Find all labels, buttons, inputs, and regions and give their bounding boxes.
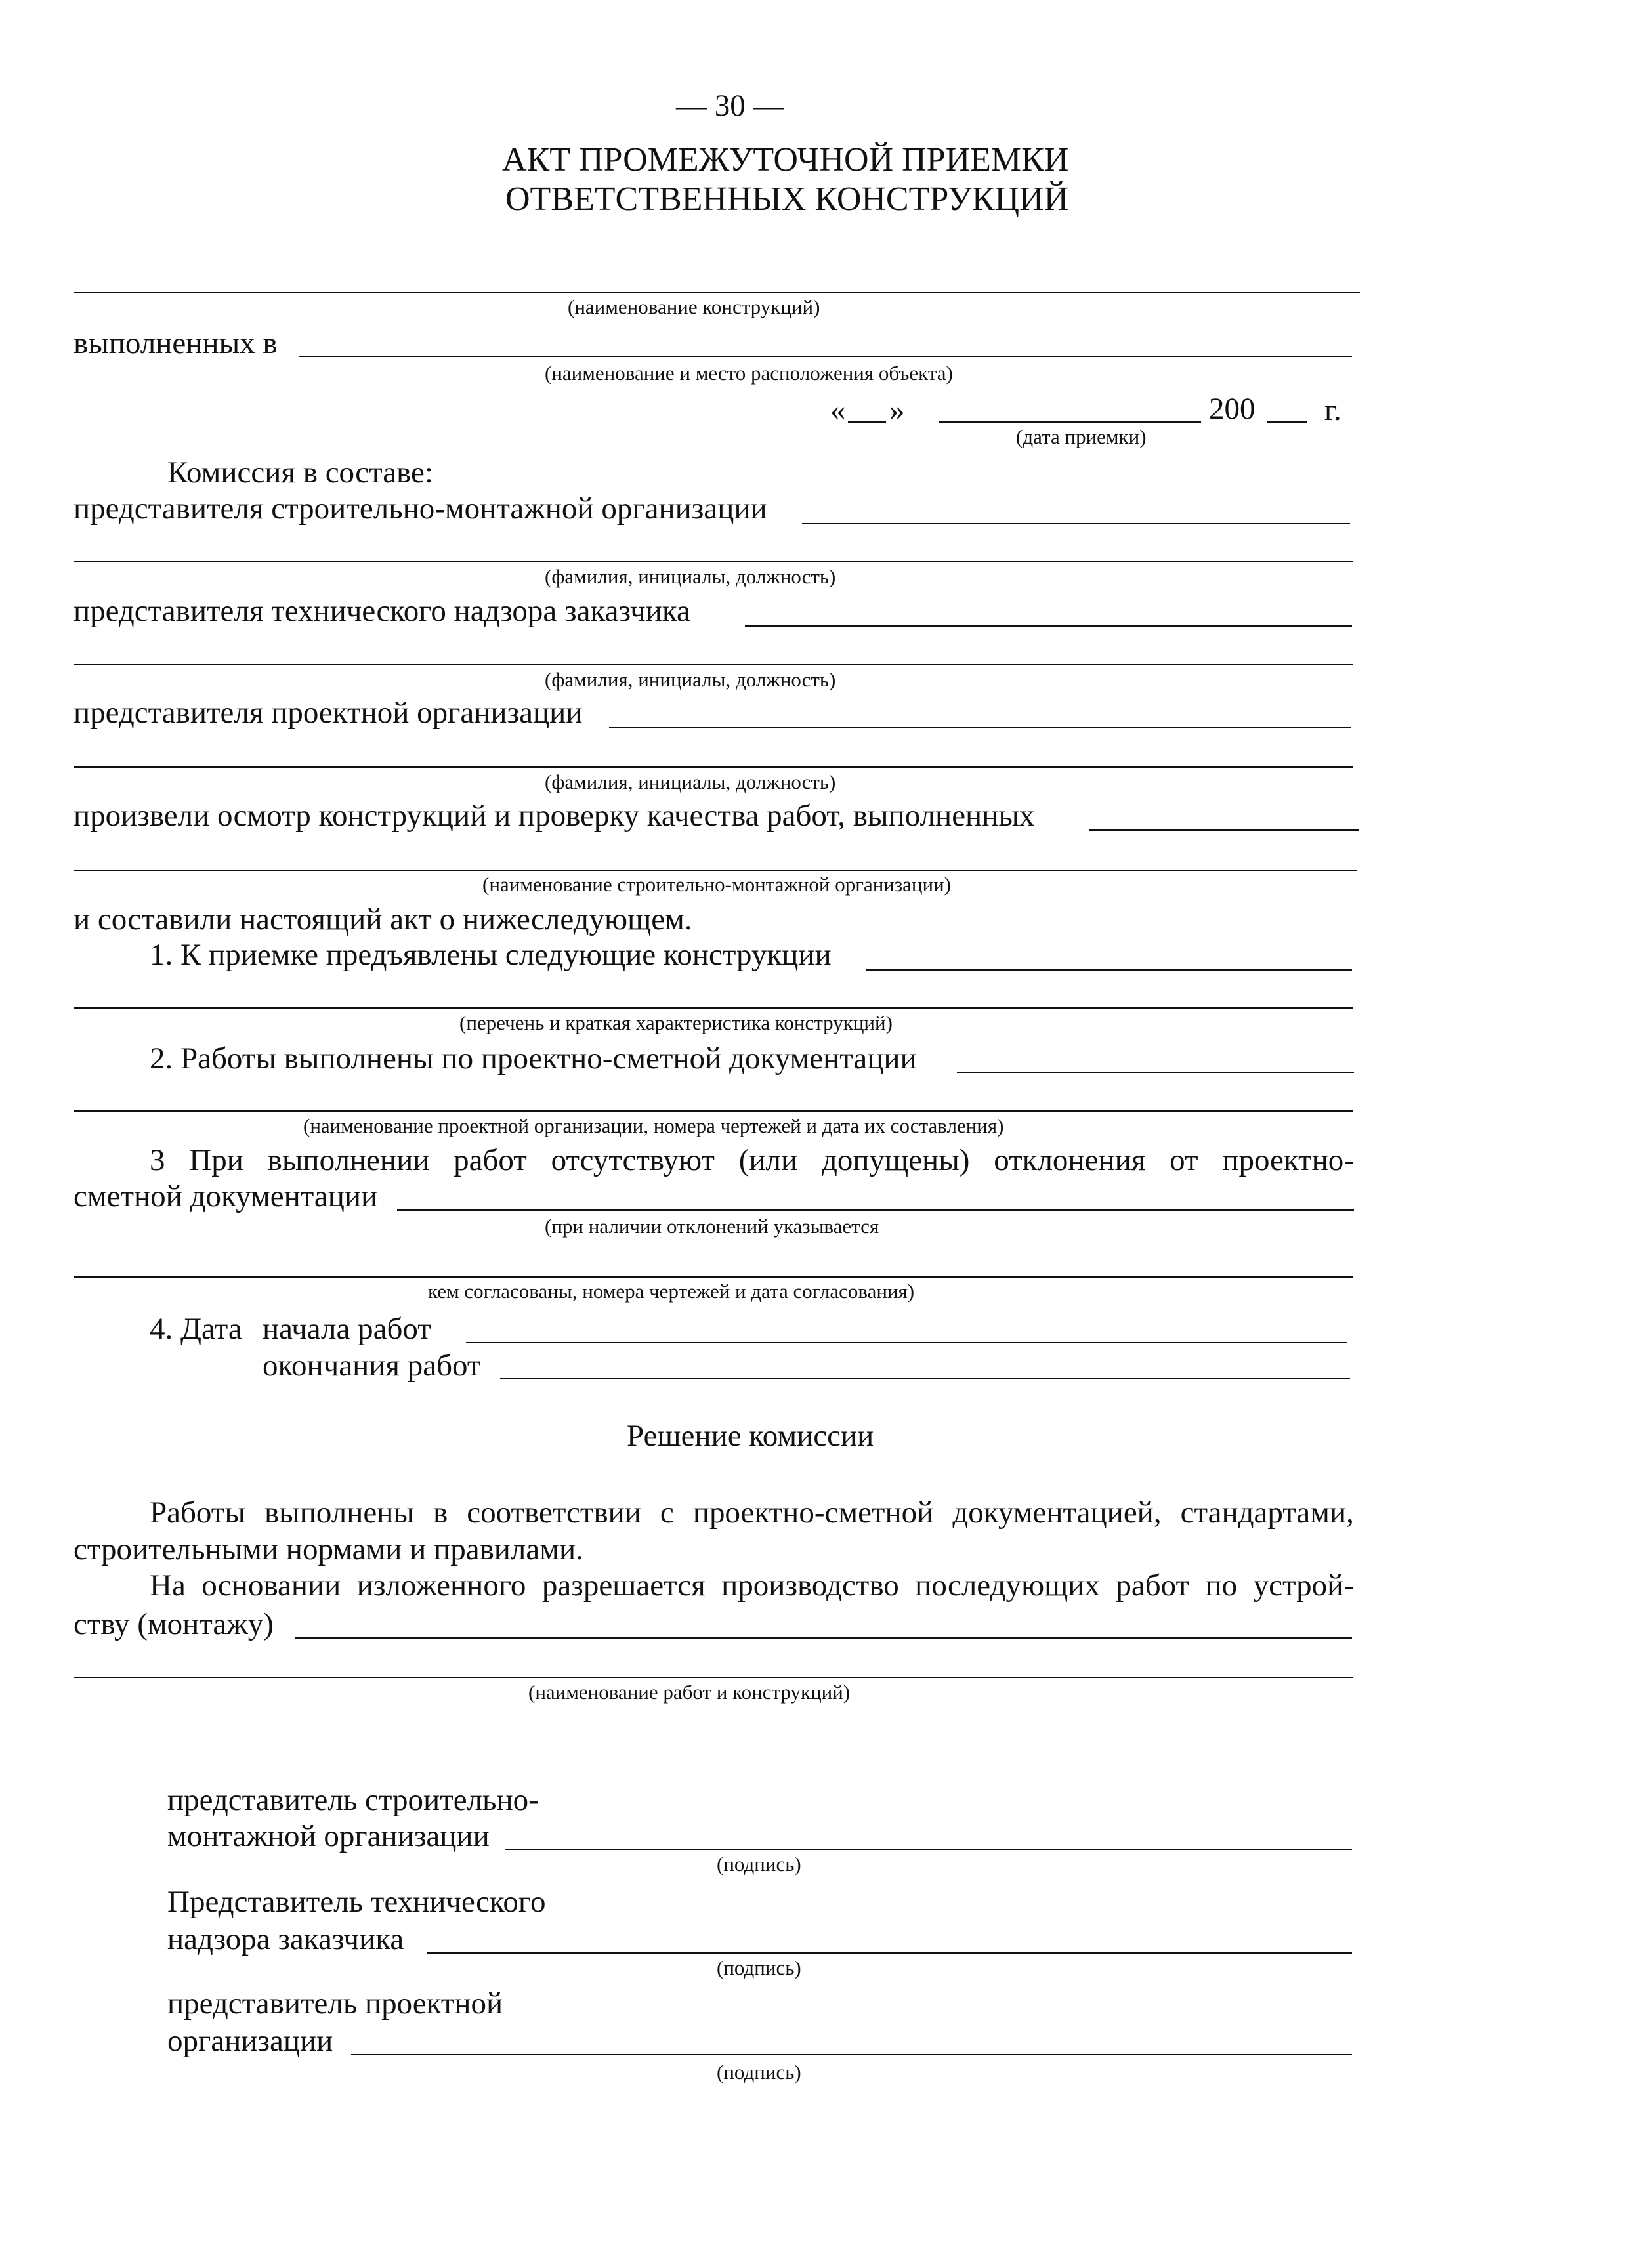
- rep-customer-line2[interactable]: [74, 664, 1353, 665]
- inspected-label: произвели осмотр конструкций и проверку качества работ, выполненных: [74, 799, 1035, 833]
- design-org-caption: (наименование проектной организации, номера чертежей и дата их составления): [303, 1114, 1004, 1137]
- rep-design-line[interactable]: [609, 727, 1351, 728]
- decision-paragraph1-cont: строительными нормами и правилами.: [74, 1532, 583, 1566]
- sig2-line[interactable]: [427, 1952, 1352, 1954]
- construction-name-line[interactable]: [74, 292, 1360, 293]
- sig2-line1: Представитель технического: [167, 1885, 546, 1919]
- item4-end-label: окончания работ: [263, 1349, 481, 1383]
- rep-customer-label: представителя технического надзора заказчика: [74, 594, 690, 628]
- decision-word: выполнены: [264, 1496, 414, 1530]
- commission-label: Комиссия в составе:: [167, 455, 433, 490]
- item1-label: 1. К приемке предъявлены следующие конструкции: [150, 938, 832, 972]
- decision-word: по: [1205, 1568, 1238, 1603]
- sig3-line2: организации: [167, 2024, 333, 2058]
- date-quote-close: »: [889, 393, 905, 427]
- item3-line2[interactable]: [74, 1276, 1353, 1278]
- date-day-line[interactable]: [848, 421, 886, 423]
- item3-word: от: [1170, 1143, 1198, 1177]
- decision-word: производство: [721, 1568, 899, 1603]
- item3-word: выполнении: [267, 1143, 430, 1177]
- decision-paragraph2-line: [150, 1570, 1354, 1601]
- page-number: — 30 —: [676, 89, 784, 123]
- rep-contractor-label: представителя строительно-монтажной организации: [74, 492, 767, 526]
- person2-caption: (фамилия, инициалы, должность): [545, 668, 836, 691]
- decision-word: стандартами,: [1180, 1496, 1354, 1530]
- document-title-line2: ОТВЕТСТВЕННЫХ КОНСТРУКЦИЙ: [505, 180, 1069, 218]
- decision-heading: Решение комиссии: [627, 1419, 874, 1453]
- person1-caption: (фамилия, инициалы, должность): [545, 565, 836, 588]
- date-year-suffix: г.: [1324, 393, 1341, 427]
- rep-customer-line[interactable]: [745, 625, 1352, 627]
- decision-word: разрешается: [541, 1568, 706, 1603]
- person3-caption: (фамилия, инициалы, должность): [545, 770, 836, 793]
- decision-word: в: [433, 1496, 448, 1530]
- decision-word: проектно-сметной: [692, 1496, 934, 1530]
- decision-word: На: [150, 1568, 186, 1603]
- sig3-line1: представитель проектной: [167, 1986, 503, 2021]
- item4-end-line[interactable]: [500, 1378, 1350, 1379]
- sig3-line[interactable]: [351, 2054, 1352, 2055]
- date-month-line[interactable]: [939, 421, 1201, 423]
- item2-label: 2. Работы выполнены по проектно-сметной документации: [150, 1041, 917, 1076]
- date-year-prefix: 200: [1209, 392, 1256, 426]
- decision-word: соответствии: [467, 1496, 641, 1530]
- decision-word: последующих: [915, 1568, 1100, 1603]
- works-name-caption: (наименование работ и конструкций): [528, 1681, 851, 1704]
- decision-word: документацией,: [952, 1496, 1162, 1530]
- signature1-caption: (подпись): [717, 1853, 801, 1876]
- item3-word: (или: [738, 1143, 798, 1177]
- rep-contractor-line[interactable]: [802, 523, 1350, 524]
- sig2-line2: надзора заказчика: [167, 1922, 404, 1956]
- decision-word: изложенного: [356, 1568, 526, 1603]
- rep-design-line2[interactable]: [74, 766, 1353, 768]
- item4-start-label: начала работ: [263, 1312, 431, 1346]
- inspected-line[interactable]: [1089, 830, 1359, 831]
- rep-contractor-line2[interactable]: [74, 561, 1353, 562]
- decision-paragraph2-cont: ству (монтажу): [74, 1607, 274, 1641]
- decision-word: Работы: [150, 1496, 245, 1530]
- decision-word: устрой-: [1253, 1568, 1354, 1603]
- item3-word: отклонения: [994, 1143, 1146, 1177]
- item3-word: работ: [454, 1143, 527, 1177]
- decision-word: основании: [201, 1568, 341, 1603]
- deviations-caption-2: кем согласованы, номера чертежей и дата согласования): [428, 1280, 915, 1303]
- acceptance-date-caption: (дата приемки): [1016, 425, 1147, 448]
- item3-continuation: сметной документации: [74, 1179, 378, 1213]
- decision-paragraph1-line: [150, 1498, 1354, 1528]
- item3-word: проектно-: [1222, 1143, 1354, 1177]
- construction-name-caption: (наименование конструкций): [568, 295, 820, 318]
- item3-word: отсутствуют: [551, 1143, 715, 1177]
- deviations-caption-1: (при наличии отклонений указывается: [545, 1215, 879, 1238]
- date-year-line[interactable]: [1267, 421, 1307, 423]
- item2-line2[interactable]: [74, 1110, 1353, 1112]
- composed-text: и составили настоящий акт о нижеследующем.: [74, 902, 692, 936]
- contractor-name-line[interactable]: [74, 870, 1357, 871]
- works-name-line[interactable]: [295, 1637, 1352, 1639]
- document-title-line1: АКТ ПРОМЕЖУТОЧНОЙ ПРИЕМКИ: [502, 141, 1069, 178]
- item3-line: [150, 1145, 1354, 1176]
- works-name-line2[interactable]: [74, 1677, 1353, 1678]
- item3-word: 3: [150, 1143, 165, 1177]
- date-quote-open: «: [830, 393, 846, 427]
- sig1-line2: монтажной организации: [167, 1819, 490, 1853]
- performed-in-label: выполненных в: [74, 326, 278, 360]
- object-name-line[interactable]: [299, 356, 1352, 357]
- constructions-list-caption: (перечень и краткая характеристика конструкций): [459, 1011, 893, 1034]
- item4-start-line[interactable]: [466, 1342, 1347, 1343]
- sig1-line1: представитель строительно-: [167, 1783, 539, 1817]
- signature2-caption: (подпись): [717, 1956, 801, 1979]
- item4-label: 4. Дата: [150, 1312, 242, 1346]
- item3-word: допущены): [821, 1143, 970, 1177]
- signature3-caption: (подпись): [717, 2061, 801, 2084]
- decision-word: работ: [1116, 1568, 1190, 1603]
- object-name-caption: (наименование и место расположения объекта): [545, 362, 953, 385]
- contractor-name-caption: (наименование строительно-монтажной организации): [482, 873, 951, 896]
- item2-line[interactable]: [957, 1072, 1354, 1073]
- item1-line[interactable]: [866, 969, 1352, 971]
- item3-word: При: [189, 1143, 243, 1177]
- decision-word: с: [660, 1496, 674, 1530]
- rep-design-label: представителя проектной организации: [74, 696, 583, 730]
- item3-line-field[interactable]: [397, 1209, 1354, 1211]
- sig1-line[interactable]: [505, 1849, 1352, 1850]
- item1-line2[interactable]: [74, 1007, 1353, 1009]
